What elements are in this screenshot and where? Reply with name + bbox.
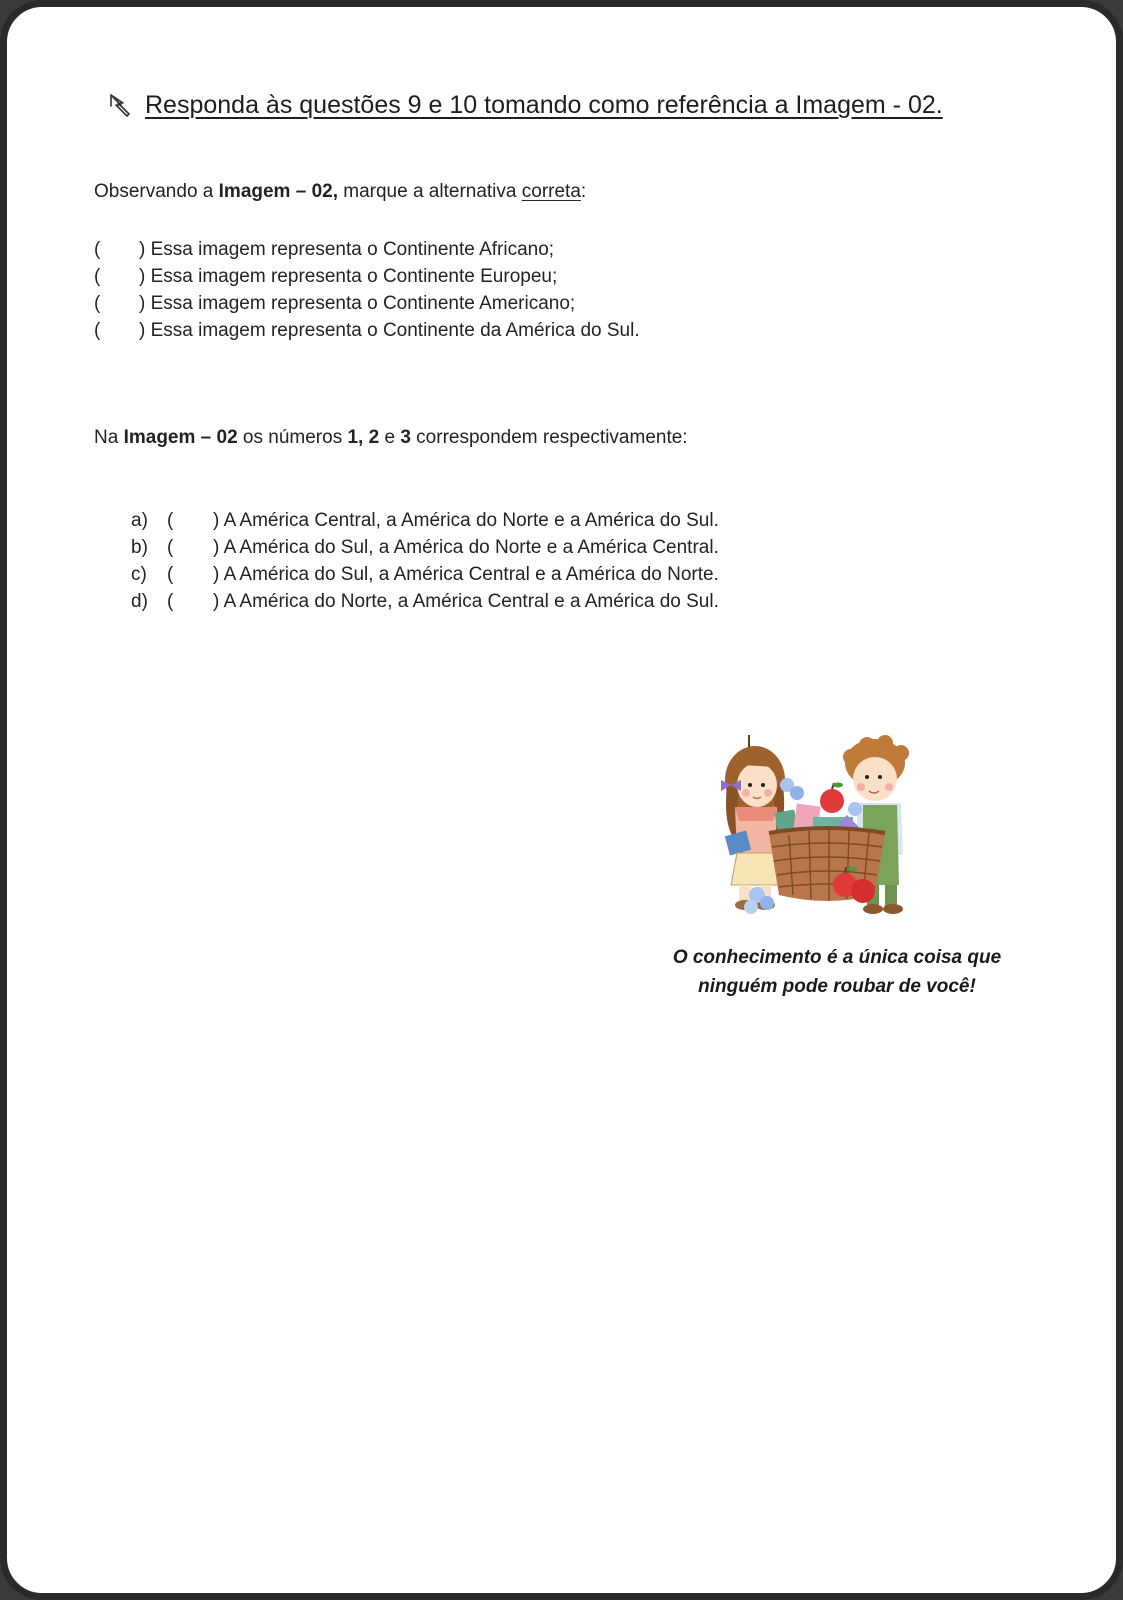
instruction-text: Responda às questões 9 e 10 tomando como referência a Imagem - 02. [145,91,943,119]
question-2-prompt: Na Imagem – 02 os números 1, 2 e 3 correspondem respectivamente: [94,427,688,448]
instruction-heading [107,91,943,120]
hand-pointing-arrow-icon [107,92,135,120]
question-1-option[interactable]: ( ) Essa imagem representa o Continente Africano; [94,239,555,260]
question-2-option-a[interactable]: a) ( ) A América Central, a América do Norte e a América do Sul. [131,510,719,531]
question-1-options [94,236,640,344]
question-2-option-b[interactable]: b) ( ) A América do Sul, a América do Norte e a América Central. [131,537,719,558]
question-2-option-c[interactable]: c) ( ) A América do Sul, a América Central e a América do Norte. [131,564,719,585]
question-1-prompt: Observando a Imagem – 02, marque a alternativa correta: [94,181,587,202]
question-1-option[interactable]: ( ) Essa imagem representa o Continente Europeu; [94,266,558,287]
quote-line-2: ninguém pode roubar de você! [698,976,976,997]
quote-line-1: O conhecimento é a única coisa que [672,947,1002,968]
motivational-quote [637,943,1037,1001]
question-1-option[interactable]: ( ) Essa imagem representa o Continente da América do Sul. [94,320,640,341]
question-1-option[interactable]: ( ) Essa imagem representa o Continente Americano; [94,293,576,314]
question-2-option-d[interactable]: d) ( ) A América do Norte, a América Central e a América do Sul. [131,591,719,612]
question-2-options [131,507,719,615]
children-with-book-basket-illustration [717,735,932,925]
